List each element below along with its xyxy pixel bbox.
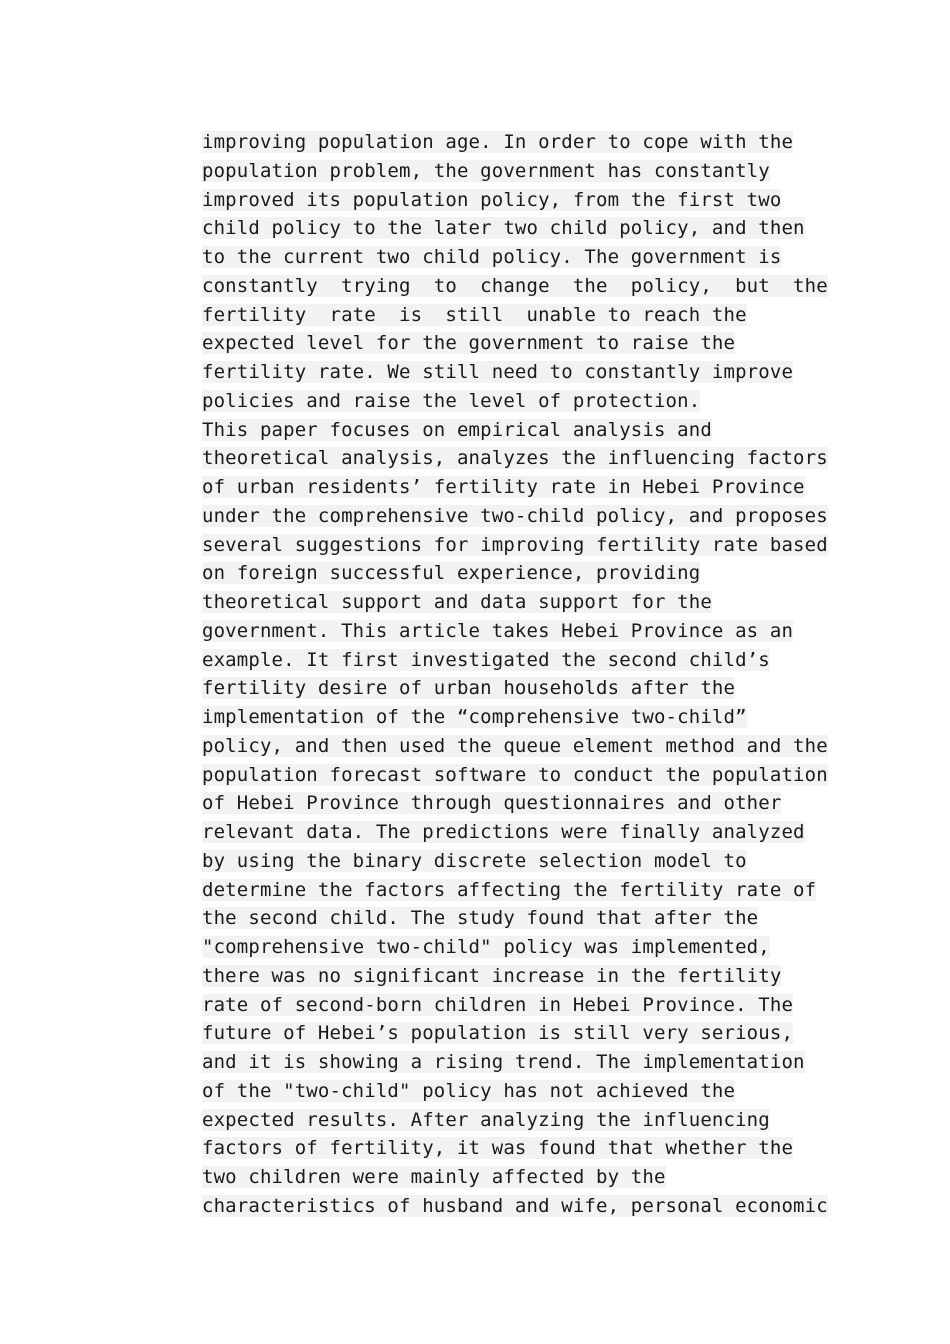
text-line	[202, 559, 812, 588]
line-text: example. It first investigated the second child’s	[202, 648, 770, 671]
text-line	[202, 186, 812, 215]
line-text: fertility desire of urban households after the	[202, 677, 736, 700]
text-line	[202, 1163, 812, 1192]
line-text: and it is showing a rising trend. The implementation	[202, 1051, 805, 1073]
line-text: fertility rate is still unable to reach the	[202, 303, 747, 326]
line-text: factors of fertility, it was found that whether the	[202, 1137, 794, 1160]
text-line	[202, 818, 812, 847]
paragraph-start-line	[202, 416, 812, 445]
text-line	[202, 761, 828, 790]
text-line	[202, 674, 812, 703]
line-text: of Hebei Province through questionnaires and other	[202, 792, 782, 815]
line-text: to the current two child policy. The government is	[202, 246, 782, 268]
text-line	[202, 1077, 812, 1106]
line-text: expected results. After analyzing the influencing	[202, 1108, 770, 1131]
line-text: relevant data. The predictions were finally analyzed	[202, 821, 805, 843]
line-text: theoretical support and data support for the	[202, 591, 712, 613]
line-text: of the "two-child" policy has not achieved the	[202, 1079, 736, 1102]
text-line	[202, 444, 828, 473]
line-text: characteristics of husband and wife, personal economic	[202, 1194, 828, 1217]
text-line	[202, 646, 812, 675]
text-line	[202, 991, 812, 1020]
text-line	[202, 933, 812, 962]
line-text: constantly trying to change the policy, but the	[202, 274, 828, 297]
line-text: under the comprehensive two-child policy, and proposes	[202, 504, 828, 527]
text-line	[202, 962, 812, 991]
text-line	[202, 387, 812, 416]
text-line	[202, 128, 812, 157]
text-line	[202, 847, 812, 876]
text-line	[202, 272, 828, 301]
line-text: determine the factors affecting the fertility rate of	[202, 878, 817, 901]
line-text: rate of second-born children in Hebei Province. The	[202, 993, 794, 1016]
line-text: future of Hebei’s population is still very serious,	[202, 1022, 794, 1045]
line-text: the second child. The study found that after the	[202, 907, 759, 930]
text-line	[202, 473, 812, 502]
line-text: population forecast software to conduct the population	[202, 763, 828, 786]
body-text	[202, 128, 828, 1221]
line-text: by using the binary discrete selection model to	[202, 849, 747, 872]
text-line	[202, 531, 828, 560]
line-text: This paper focuses on empirical analysis and	[202, 418, 712, 441]
text-line	[202, 732, 828, 761]
line-text: there was no significant increase in the fertility	[202, 964, 782, 987]
text-line	[202, 1019, 812, 1048]
line-text: population problem, the government has constantly	[202, 159, 770, 182]
line-text: fertility rate. We still need to constantly improve	[202, 361, 794, 383]
line-text: implementation of the “comprehensive two-child”	[202, 706, 747, 728]
text-line	[202, 789, 812, 818]
line-text: two children were mainly affected by the	[202, 1166, 666, 1188]
text-line	[202, 301, 812, 330]
line-text: of urban residents’ fertility rate in Hebei Province	[202, 476, 805, 498]
line-text: several suggestions for improving fertility rate based	[202, 533, 828, 556]
line-text: theoretical analysis, analyzes the influencing factors	[202, 447, 828, 470]
line-text: expected level for the government to raise the	[202, 332, 736, 355]
text-line	[202, 329, 812, 358]
line-text: "comprehensive two-child" policy was implemented,	[202, 936, 770, 958]
line-text: improved its population policy, from the first two	[202, 188, 782, 211]
text-line	[202, 876, 817, 905]
text-line	[202, 214, 812, 243]
line-text: government. This article takes Hebei Province as an	[202, 619, 794, 642]
text-line	[202, 904, 812, 933]
line-text: on foreign successful experience, providing	[202, 562, 701, 585]
text-line	[202, 502, 828, 531]
text-line	[202, 358, 812, 387]
text-line	[202, 1134, 812, 1163]
text-line	[202, 703, 812, 732]
text-line	[202, 617, 812, 646]
text-line	[202, 1048, 812, 1077]
text-line	[202, 1106, 812, 1135]
line-text: policy, and then used the queue element method and the	[202, 734, 828, 757]
text-line	[202, 157, 812, 186]
text-line	[202, 243, 812, 272]
line-text: improving population age. In order to cope with the	[202, 131, 794, 153]
line-text: policies and raise the level of protection.	[202, 389, 701, 412]
text-line	[202, 1192, 828, 1221]
line-text: child policy to the later two child policy, and then	[202, 217, 805, 240]
text-line	[202, 588, 812, 617]
